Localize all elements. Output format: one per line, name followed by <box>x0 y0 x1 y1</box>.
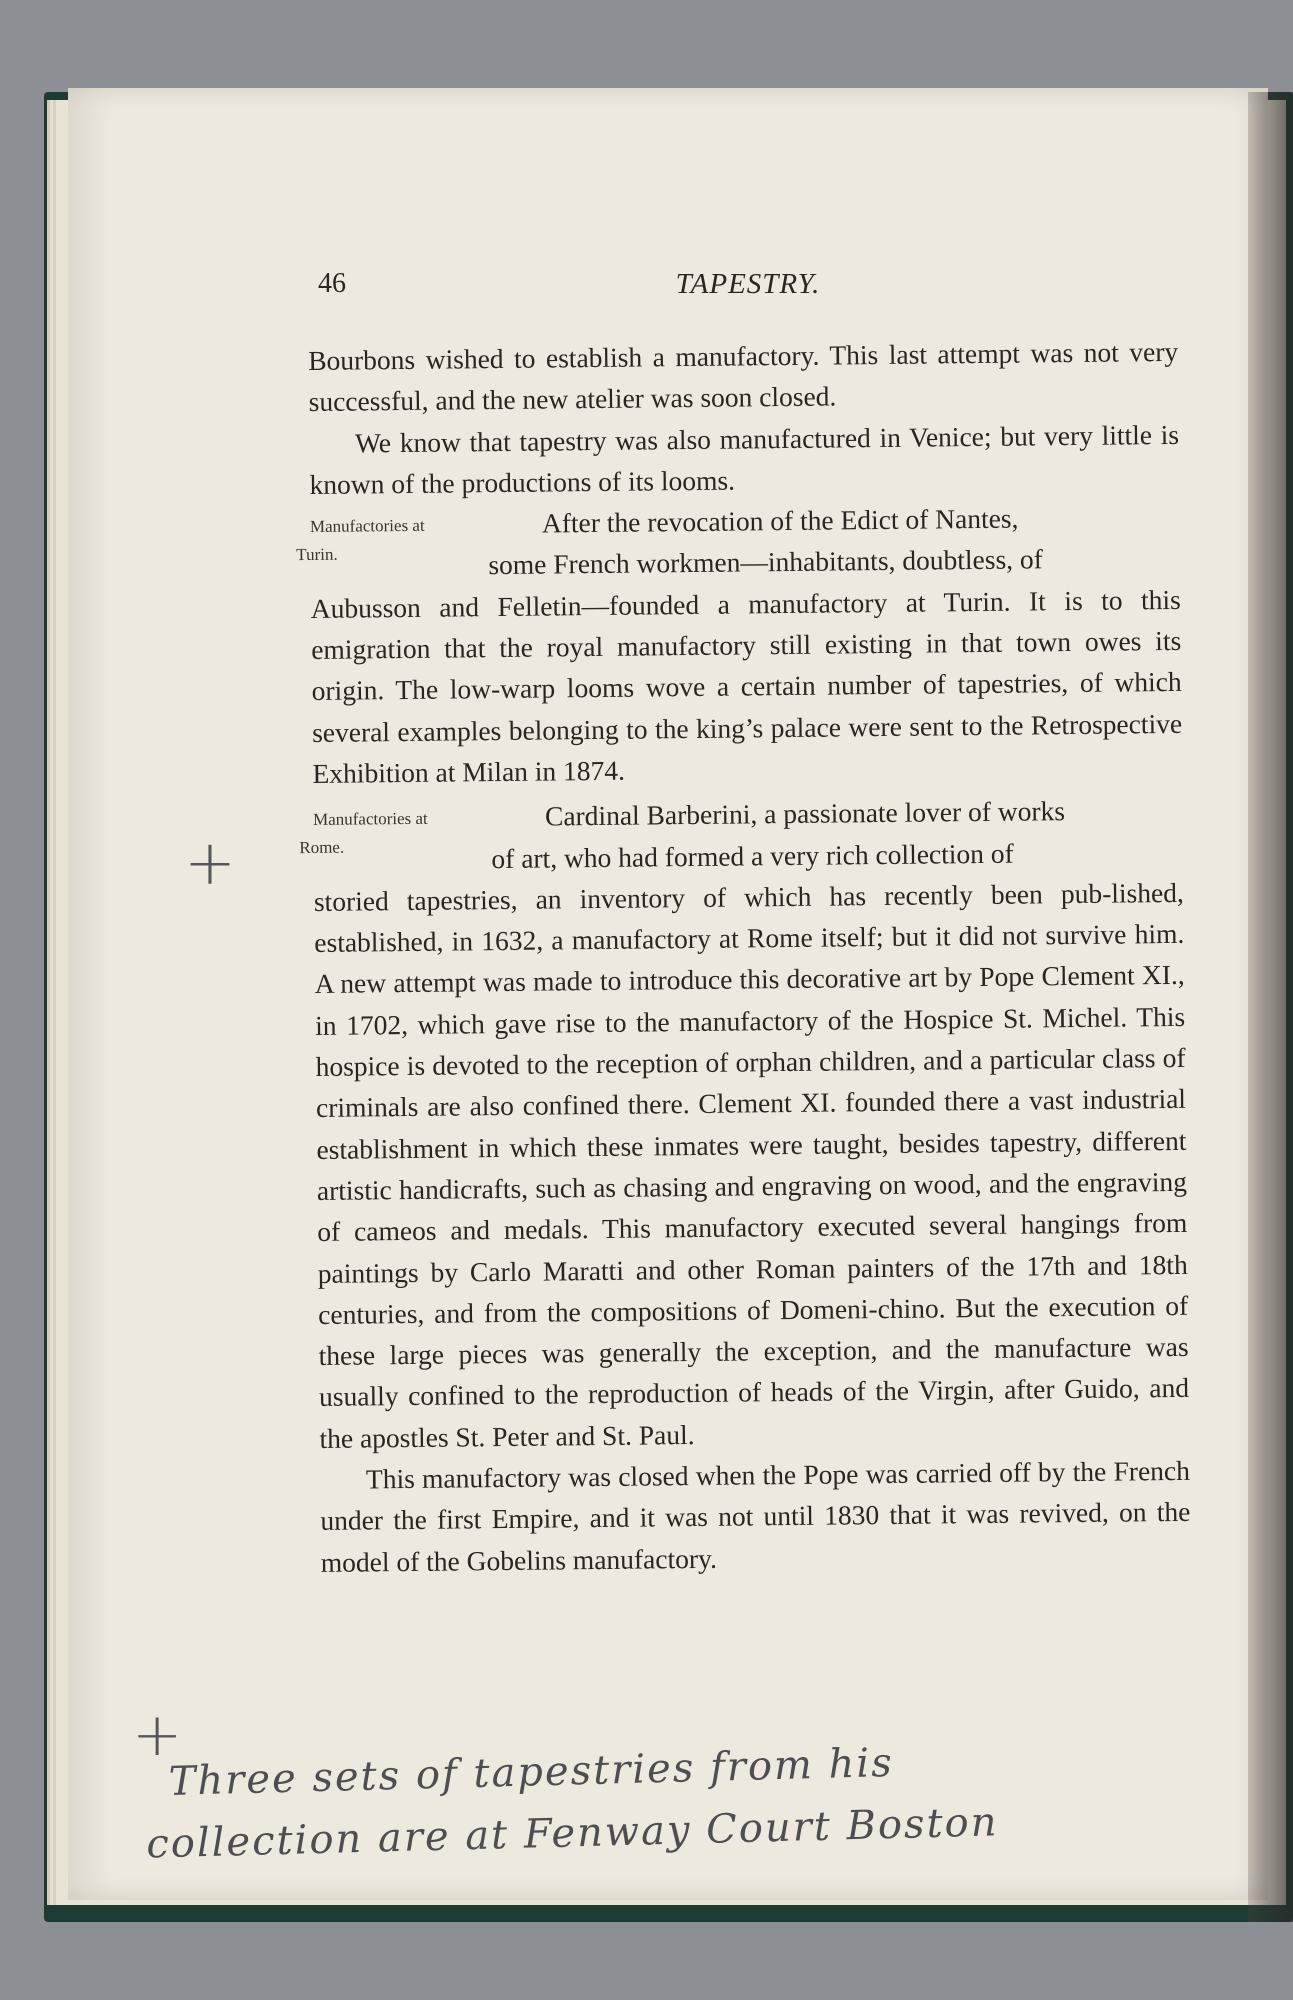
gutter-shadow <box>1248 92 1293 1922</box>
paragraph-4-rest: storied tapestries, an inventory of which has recently been pub-lished, established, in 1632, a manufactory at Rome itself; but it did not survive him. A new attempt was made to introduce this decorative art by Pope Clement XI., in 1702, which gave rise to the manufactory of the Hospice St. Michel. This hospice is devoted to the reception of orphan children, and a particular class of criminals are also confined there. Clement XI. founded there a vast industrial establishment in which these inmates were taught, besides tapestry, different artistic handicrafts, such as chasing and engraving on wood, and the engraving of cameos and medals. This manufactory executed several hangings from paintings by Carlo Maratti and other Roman painters of the 17th and 18th centuries, and from the compositions of Domeni-chino. But the execution of these large pieces was generally the exception, and the manufacture was usually confined to the reproduction of heads of the Virgin, after Guido, and the apostles St. Peter and St. Paul. <box>313 876 1190 1454</box>
paragraph-3-line2: some French workmen—inhabitants, doubtless, of <box>488 543 1043 581</box>
paragraph-5: This manufactory was closed when the Pope was carried off by the French under the first Empire, and it was not until 1830 that it was revived, on the model of the Gobelins manufactory. <box>320 1454 1191 1578</box>
sidenote-turin-line1: Manufactories at <box>309 515 425 537</box>
annotation-line-1: Three sets of tapestries from his <box>168 1739 895 1805</box>
running-title: TAPESTRY. <box>675 268 821 300</box>
margin-plus-mark: + <box>184 826 236 899</box>
paragraph-4-line1: Cardinal Barberini, a passionate lover of works <box>544 795 1066 832</box>
sidenote-rome-line2: Rome. <box>299 837 345 858</box>
paragraph-3-rest: Aubusson and Felletin—founded a manufactory at Turin. It is to this emigration that the royal manufactory still existing in that town owes its origin. The low-warp looms wove a certain number of tapestries, of which several examples belonging to the king’s palace were sent to the Retrospective Exhibition at Milan in 1874. <box>310 583 1183 789</box>
sidenote-rome <box>299 796 492 862</box>
rome-section <box>299 789 1184 881</box>
footnote-plus-mark: + <box>132 1700 183 1770</box>
turin-opening <box>488 496 1181 586</box>
paragraph-4-line2: of art, who had formed a very rich collection of <box>491 837 1014 874</box>
turin-section <box>296 496 1181 588</box>
annotation-line-2: collection are at Fenway Court Boston <box>145 1799 999 1868</box>
sidenote-turin <box>296 503 489 569</box>
paragraph-3-line1: After the revocation of the Edict of Nantes, <box>541 502 1019 539</box>
page-header <box>318 268 1178 308</box>
paragraph-2: We know that tapestry was also manufactured in Venice; but very little is known of the productions of its looms. <box>309 418 1180 500</box>
body-text <box>296 331 1191 1583</box>
page-number: 46 <box>318 268 346 299</box>
sidenote-turin-line2: Turin. <box>296 544 338 565</box>
paragraph-1: Bourbons wished to establish a manufactory. This last attempt was not very successful, and the new atelier was soon closed. <box>308 335 1179 418</box>
rome-opening <box>491 789 1184 879</box>
sidenote-rome-line1: Manufactories at <box>312 809 428 830</box>
